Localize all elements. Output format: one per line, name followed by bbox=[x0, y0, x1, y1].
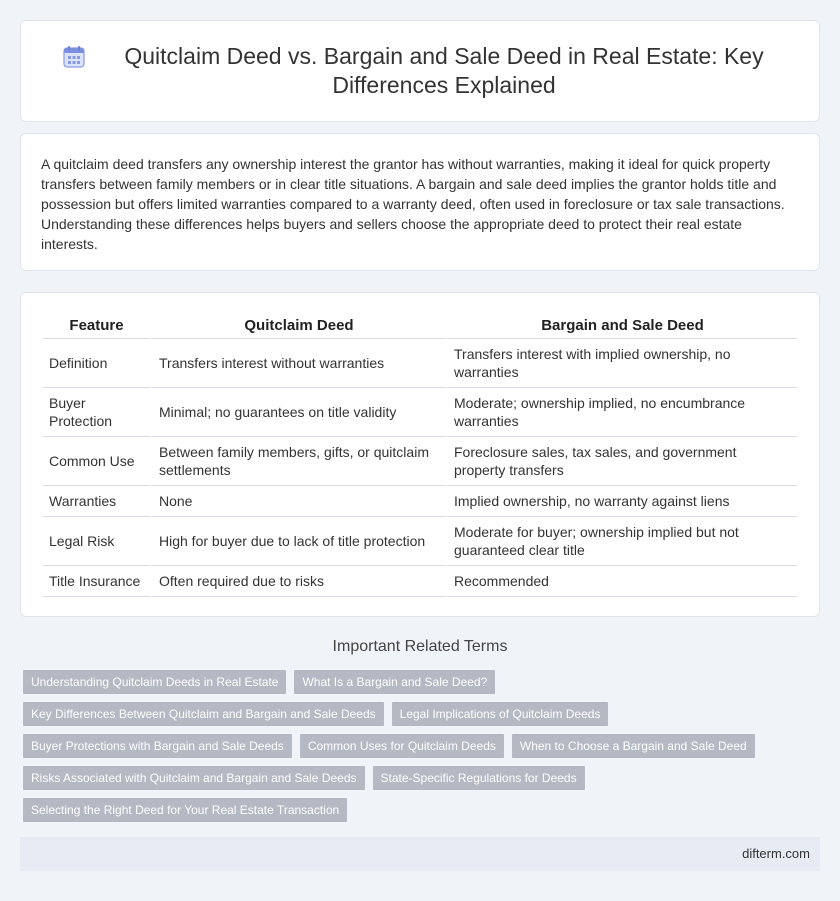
column-header: Bargain and Sale Deed bbox=[445, 311, 797, 339]
table-cell: Moderate for buyer; ownership implied but not guaranteed clear title bbox=[445, 517, 797, 566]
table-cell: Common Use bbox=[43, 437, 150, 486]
table-cell: Title Insurance bbox=[43, 566, 150, 597]
related-term-link[interactable]: Common Uses for Quitclaim Deeds bbox=[300, 734, 504, 758]
table-cell: Moderate; ownership implied, no encumbrance warranties bbox=[445, 388, 797, 437]
table-cell: High for buyer due to lack of title protection bbox=[150, 517, 445, 566]
table-row bbox=[43, 388, 797, 437]
related-term-link[interactable]: Understanding Quitclaim Deeds in Real Estate bbox=[23, 670, 286, 694]
footer-site-link[interactable]: difterm.com bbox=[742, 846, 810, 861]
related-terms-heading: Important Related Terms bbox=[332, 638, 508, 655]
related-term-link[interactable]: Buyer Protections with Bargain and Sale Deeds bbox=[23, 734, 292, 758]
table-row bbox=[43, 517, 797, 566]
table-row bbox=[43, 339, 797, 388]
page-title: Quitclaim Deed vs. Bargain and Sale Deed in Real Estate: Key Differences Explained bbox=[124, 43, 764, 98]
table-cell: Transfers interest with implied ownership, no warranties bbox=[445, 339, 797, 388]
intro-paragraph: A quitclaim deed transfers any ownership interest the grantor has without warranties, making it ideal for quick property transfers between family members or in clear title situations. A bargain and sale deed implies the grantor holds title and possession but offers limited warranties compared to a warranty deed, often used in foreclosure or tax sale transactions. Understanding these differences helps buyers and sellers choose the appropriate deed to protect their real estate interests. bbox=[41, 156, 785, 252]
table-cell: None bbox=[150, 486, 445, 517]
table-cell: Often required due to risks bbox=[150, 566, 445, 597]
table-cell: Definition bbox=[43, 339, 150, 388]
table-row bbox=[43, 437, 797, 486]
related-terms-list bbox=[23, 670, 823, 830]
column-header: Quitclaim Deed bbox=[150, 311, 445, 339]
related-term-link[interactable]: What Is a Bargain and Sale Deed? bbox=[294, 670, 495, 694]
table-cell: Implied ownership, no warranty against liens bbox=[445, 486, 797, 517]
intro-card bbox=[20, 133, 820, 271]
table-cell: Foreclosure sales, tax sales, and government property transfers bbox=[445, 437, 797, 486]
related-term-link[interactable]: When to Choose a Bargain and Sale Deed bbox=[512, 734, 755, 758]
table-cell: Transfers interest without warranties bbox=[150, 339, 445, 388]
table-cell: Buyer Protection bbox=[43, 388, 150, 437]
header-card bbox=[20, 20, 820, 122]
table-cell: Legal Risk bbox=[43, 517, 150, 566]
table-row bbox=[43, 486, 797, 517]
related-term-link[interactable]: Key Differences Between Quitclaim and Bargain and Sale Deeds bbox=[23, 702, 384, 726]
table-cell: Between family members, gifts, or quitclaim settlements bbox=[150, 437, 445, 486]
comparison-table bbox=[43, 311, 797, 597]
footer bbox=[20, 837, 820, 871]
table-row bbox=[43, 566, 797, 597]
table-cell: Recommended bbox=[445, 566, 797, 597]
comparison-table-card bbox=[20, 292, 820, 617]
column-header: Feature bbox=[43, 311, 150, 339]
table-header-row bbox=[43, 311, 797, 339]
calendar-icon bbox=[61, 44, 87, 70]
related-term-link[interactable]: State-Specific Regulations for Deeds bbox=[373, 766, 585, 790]
related-term-link[interactable]: Risks Associated with Quitclaim and Bargain and Sale Deeds bbox=[23, 766, 365, 790]
related-term-link[interactable]: Selecting the Right Deed for Your Real Estate Transaction bbox=[23, 798, 347, 822]
related-term-link[interactable]: Legal Implications of Quitclaim Deeds bbox=[392, 702, 609, 726]
table-cell: Minimal; no guarantees on title validity bbox=[150, 388, 445, 437]
table-cell: Warranties bbox=[43, 486, 150, 517]
